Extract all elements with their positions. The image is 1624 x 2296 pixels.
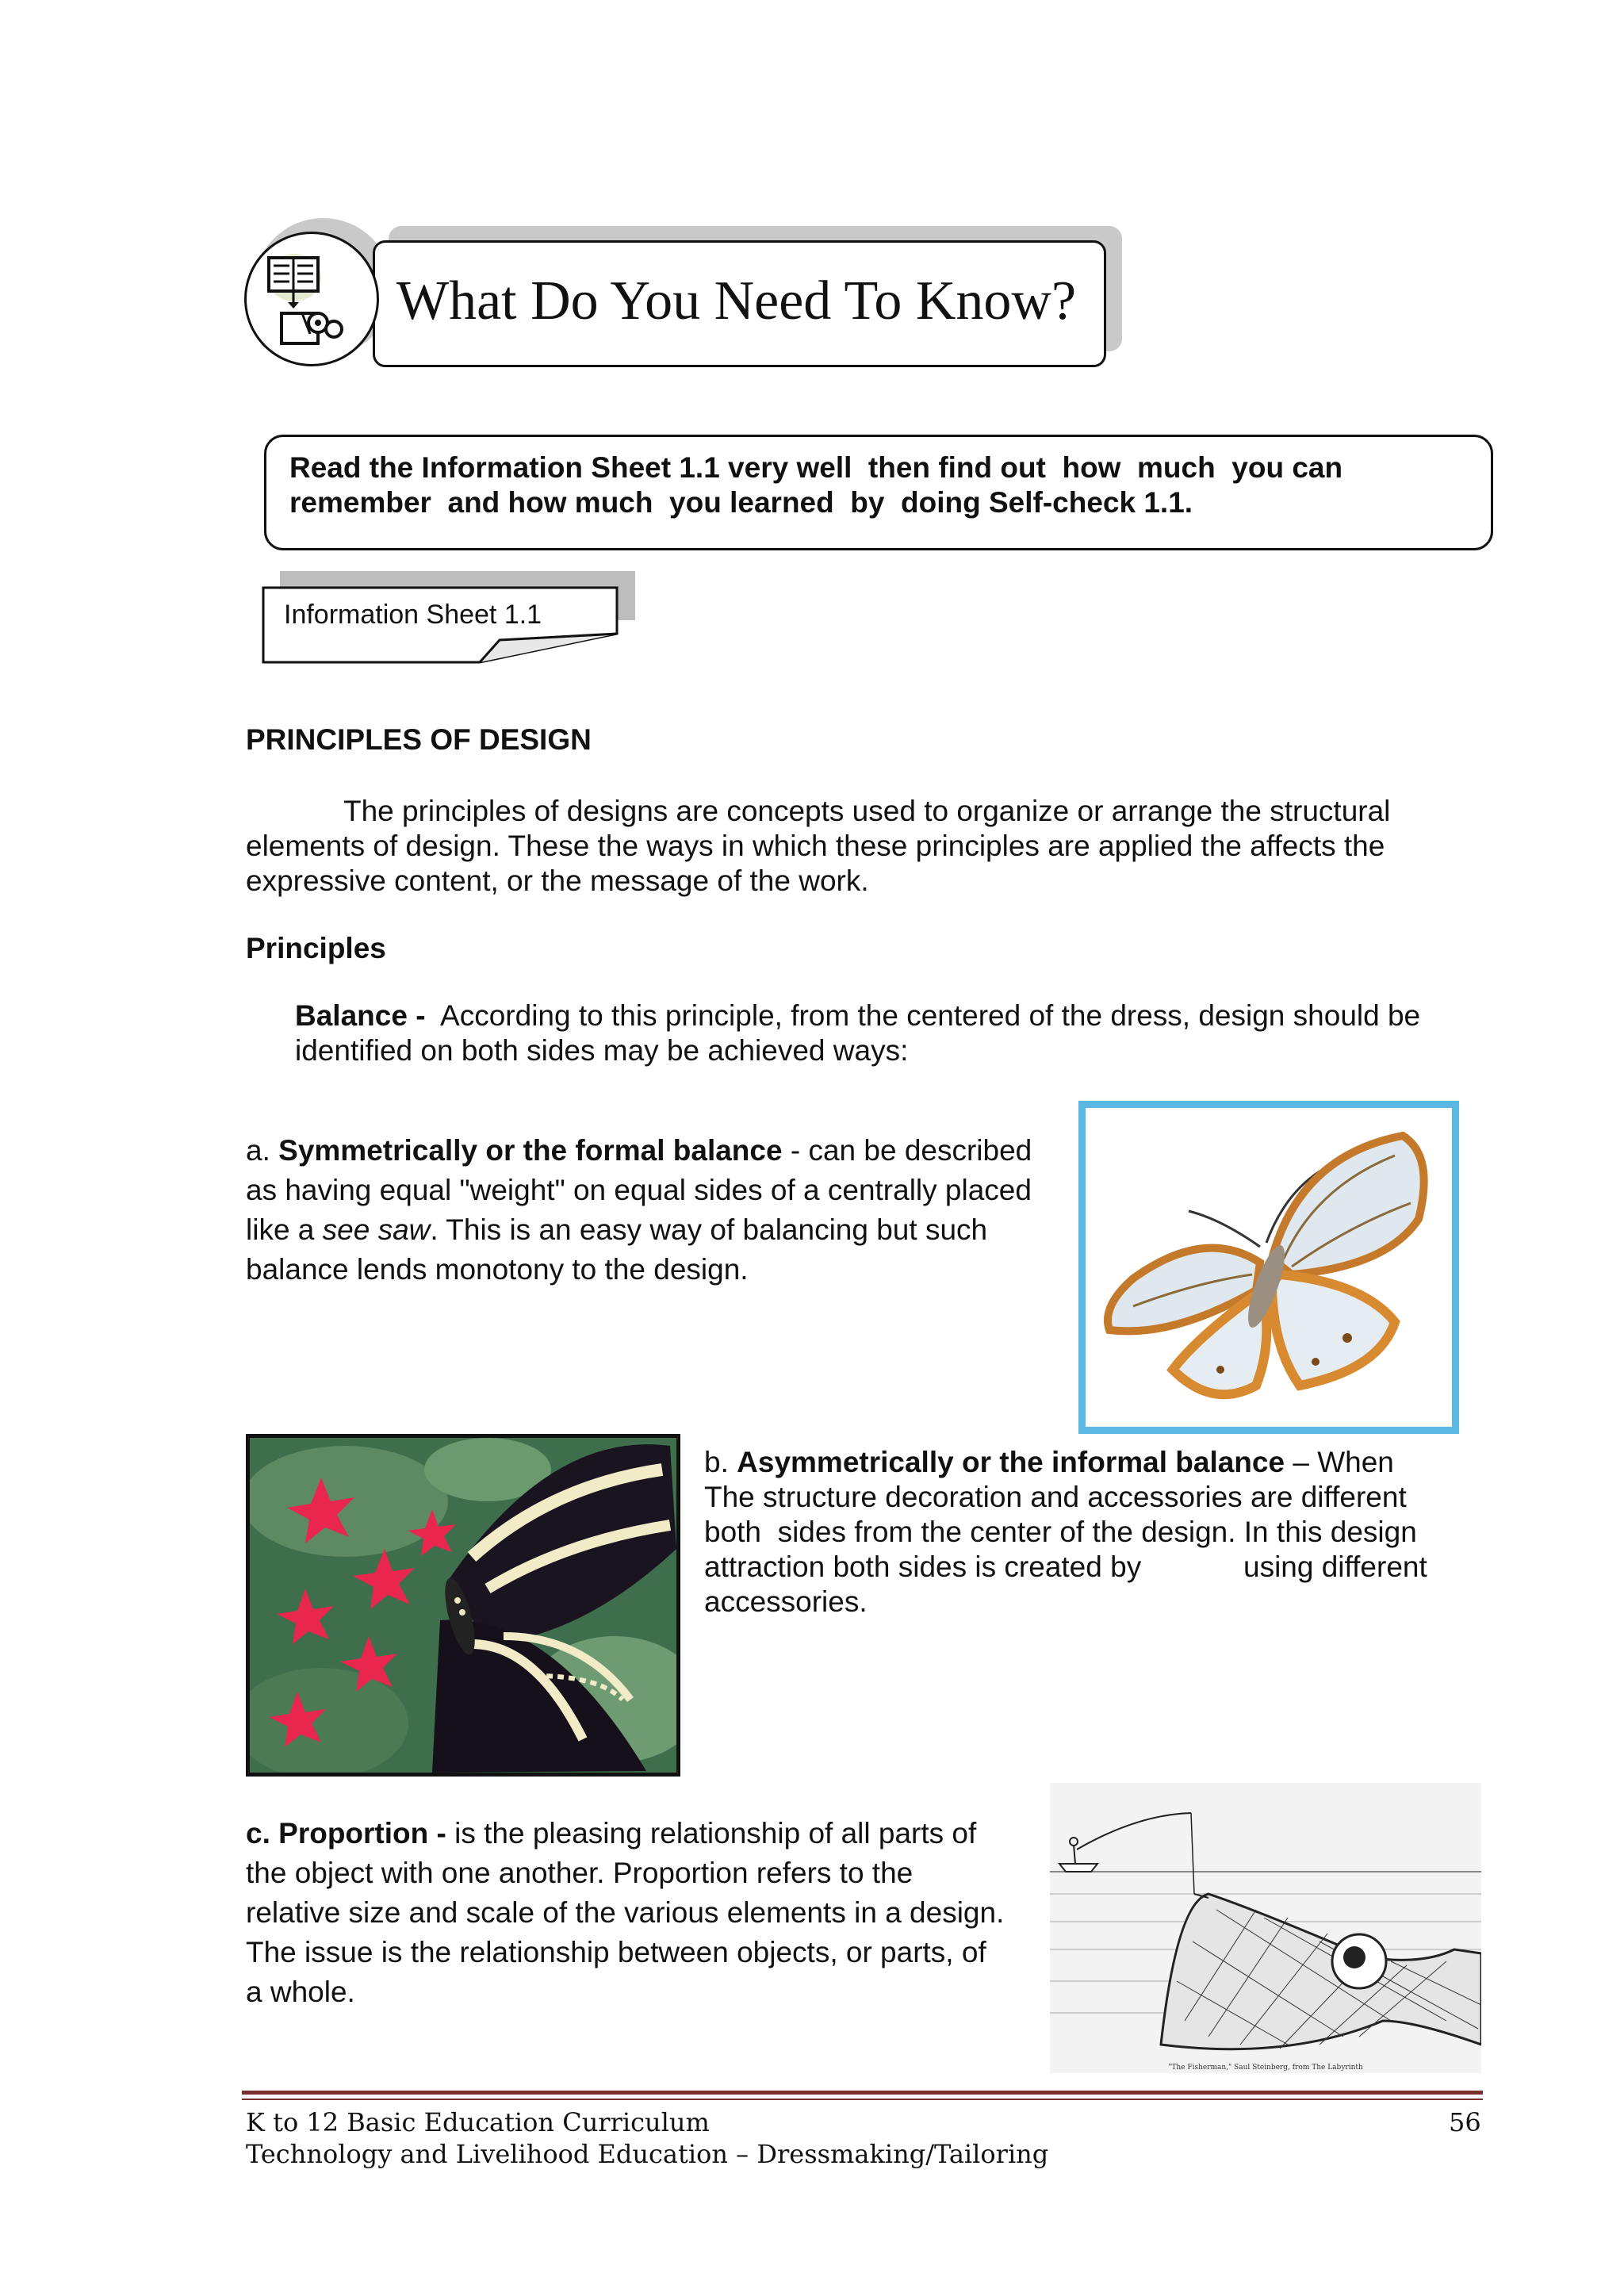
item-a-prefix: a. xyxy=(246,1134,270,1167)
item-c-line-2: the object with one another. Proportion refers to the xyxy=(246,1857,914,1889)
balance-paragraph xyxy=(295,999,1516,1068)
balance-line-2: identified on both sides may be achieved ways: xyxy=(295,1034,909,1067)
item-b-line-5: accessories. xyxy=(704,1585,868,1618)
item-a-line-3-em: see saw xyxy=(322,1213,431,1246)
balance-line-1: According to this principle, from the centered of the dress, design should be xyxy=(440,999,1421,1032)
item-b-line-4a: attraction both sides is created by xyxy=(704,1550,1142,1583)
item-b-line-2: The structure decoration and accessories are different xyxy=(704,1481,1407,1513)
footer-subject: Technology and Livelihood Education – Dressmaking/Tailoring xyxy=(246,2139,1049,2169)
item-b-line-4b: using different xyxy=(1243,1550,1427,1583)
symmetric-butterfly-image xyxy=(1078,1101,1459,1434)
item-a-paragraph xyxy=(246,1131,1055,1290)
section-title: PRINCIPLES OF DESIGN xyxy=(246,723,592,756)
footer-curriculum: K to 12 Basic Education Curriculum xyxy=(246,2107,710,2137)
page-number: 56 xyxy=(1449,2107,1481,2137)
instruction-line-1: Read the Information Sheet 1.1 very well then find out how much you can xyxy=(289,451,1343,484)
item-a-line-2: as having equal "weight" on equal sides of a centrally placed xyxy=(246,1174,1032,1206)
fisherman-sketch-image xyxy=(1050,1783,1481,2073)
butterfly-on-flowers-image xyxy=(246,1434,680,1777)
footer-rule-thin xyxy=(242,2099,1483,2100)
item-b-line-1: – When xyxy=(1285,1446,1394,1478)
intro-line-3: expressive content, or the message of the work. xyxy=(246,864,869,897)
item-c-line-5: a whole. xyxy=(246,1976,355,2008)
intro-line-2: elements of design. These the ways in which these principles are applied the affects the xyxy=(246,830,1385,862)
instruction-text xyxy=(289,450,1463,520)
info-tab-label: Information Sheet 1.1 xyxy=(284,600,542,630)
item-c-line-3: relative size and scale of the various elements in a design. xyxy=(246,1896,1005,1929)
item-a-line-1: - can be described xyxy=(782,1134,1032,1167)
balance-term: Balance - xyxy=(295,999,426,1032)
item-b-line-3: both sides from the center of the design. In this design xyxy=(704,1516,1417,1548)
item-c-term: c. Proportion - xyxy=(246,1817,446,1849)
image-caption: "The Fisherman," Saul Steinberg, from The Labyrinth xyxy=(1168,2064,1363,2072)
footer-rule-thick xyxy=(242,2091,1483,2095)
intro-paragraph xyxy=(246,794,1499,899)
instruction-line-2: remember and how much you learned by doing Self-check 1.1. xyxy=(289,486,1193,519)
item-c-line-4: The issue is the relationship between objects, or parts, of xyxy=(246,1936,986,1968)
principles-heading: Principles xyxy=(246,932,386,964)
item-b-term: Asymmetrically or the informal balance xyxy=(737,1446,1285,1478)
item-b-paragraph xyxy=(704,1445,1497,1619)
item-a-line-3-pre: like a xyxy=(246,1213,323,1246)
intro-line-1: The principles of designs are concepts used to organize or arrange the structural xyxy=(343,795,1391,827)
item-c-line-1: is the pleasing relationship of all parts of xyxy=(446,1817,977,1849)
book-and-learner-icon xyxy=(244,232,379,366)
item-b-prefix: b. xyxy=(704,1446,729,1478)
page-title: What Do You Need To Know? xyxy=(396,270,1077,332)
item-c-paragraph xyxy=(246,1814,1039,2012)
item-a-line-4: balance lends monotony to the design. xyxy=(246,1253,749,1286)
item-a-line-3-post: . This is an easy way of balancing but such xyxy=(430,1213,988,1246)
item-a-term: Symmetrically or the formal balance xyxy=(278,1134,783,1167)
